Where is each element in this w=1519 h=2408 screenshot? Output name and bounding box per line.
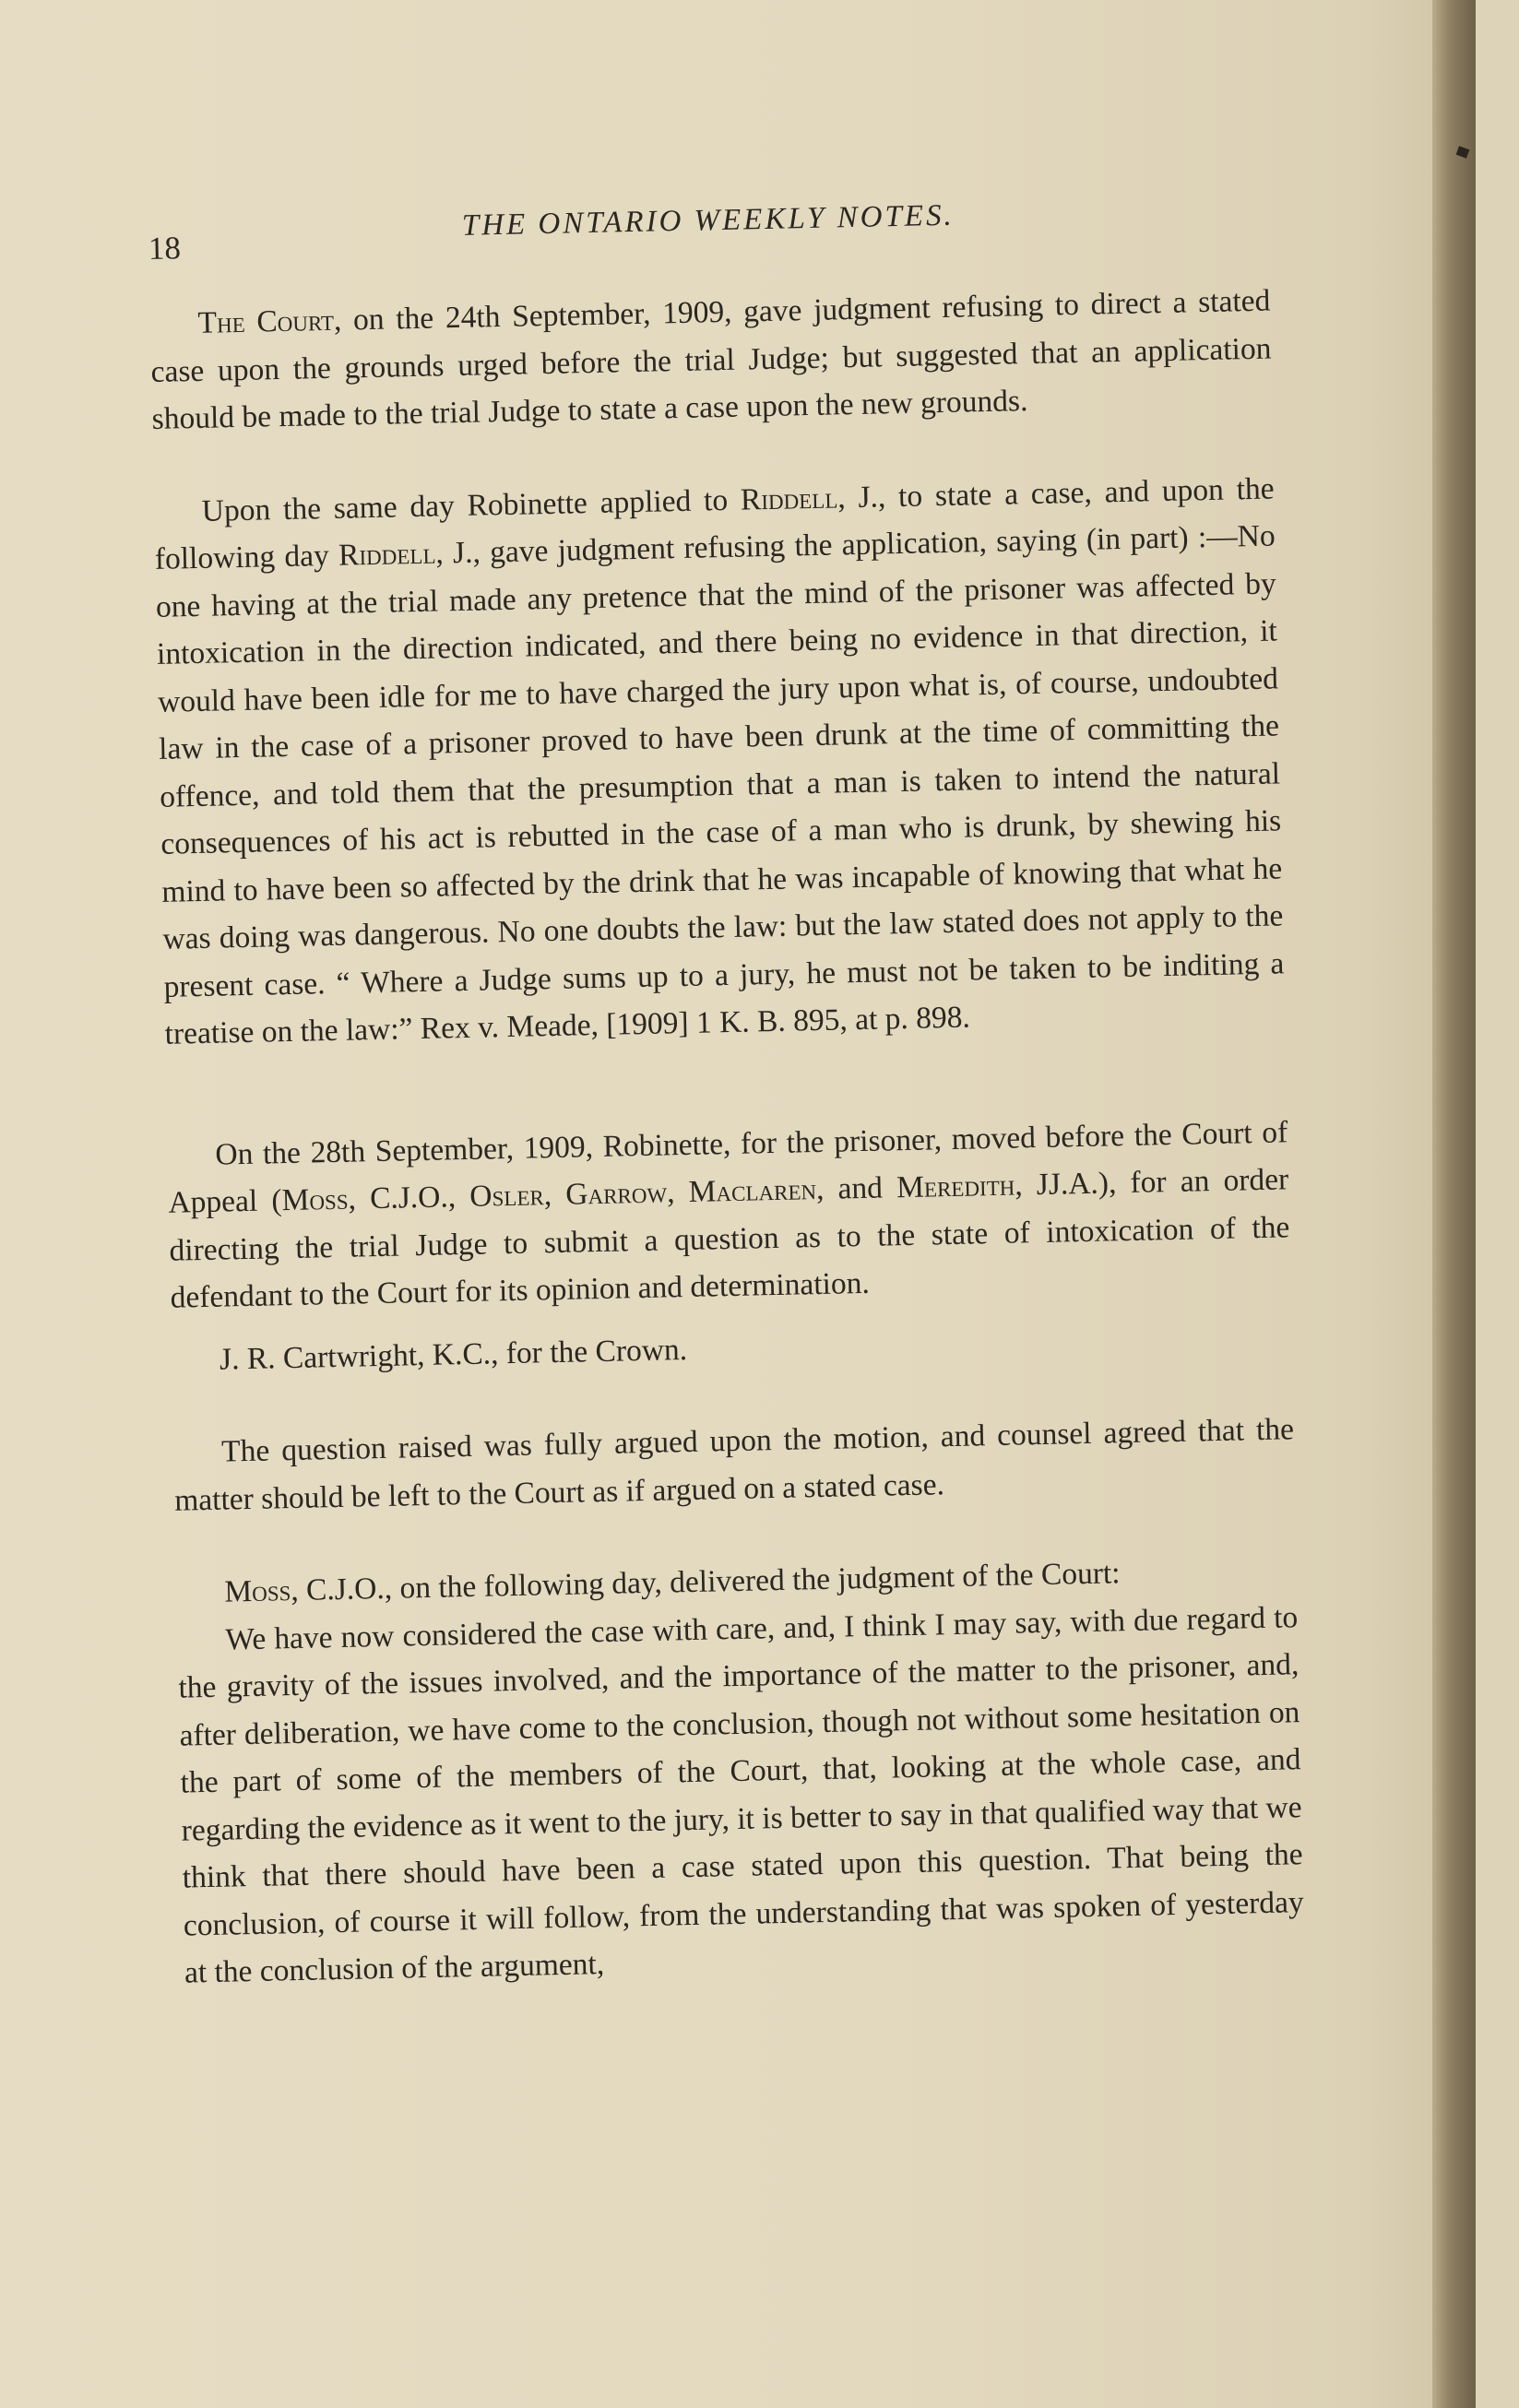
paragraph-crown-counsel: J. R. Cartwright, K.C., for the Crown. [219, 1332, 688, 1377]
text-segment: On the 28th September, 1909, Robinette, for the prisoner, moved before the Court of Appeal ( [168, 1114, 1288, 1220]
gutter-mark [1456, 146, 1470, 159]
paragraph-question-argued: The question raised was fully argued upon the motion, and counsel agreed that the matter should be left to the Court as if argued on a stated case. [173, 1412, 1295, 1518]
judge-name: Osler [469, 1178, 545, 1214]
page-number: 18 [148, 230, 182, 267]
judge-name: Moss [223, 1573, 291, 1609]
text-segment: , [666, 1174, 690, 1210]
judge-name: Moss [281, 1181, 349, 1218]
paragraph-court-judgment [149, 278, 1273, 444]
paragraph-riddell-judgment [153, 465, 1286, 1058]
text-segment: , J., to state a case, and upon the following day [154, 470, 1275, 576]
text-segment: , [543, 1177, 566, 1213]
paragraph-judgment-body: We have now considered the case with care, and, I think I may say, with due regard to the gravity of the issues involved, and the importance of the matter to the prisoner, and, after deliberation, we have come to the conclusion, though not without some hesitation on the part of some of the members of the Court, that, looking at the whole case, and regarding the evidence as it went to the jury, it is better to say in that qualified way that we think that there should have been a case stated upon this question. That being the conclusion, of course it will follow, from the understanding that was spoken of yesterday at the conclusion of the argument, [178, 1599, 1305, 1990]
judge-name: Riddell [338, 536, 436, 573]
page-content [148, 189, 1305, 1998]
book-gutter [1432, 0, 1476, 2408]
text-segment: , JJ.A.), for an order directing the trial Judge to submit a question as to the state of intoxication of the defendant to the Court for its opinion and determination. [169, 1162, 1290, 1315]
paragraph-appeal-motion [167, 1109, 1291, 1322]
journal-title: THE ONTARIO WEEKLY NOTES. [461, 198, 955, 243]
judge-name: Garrow [564, 1175, 668, 1212]
judge-name: Meredith [896, 1168, 1015, 1205]
paragraph-text: , on the 24th September, 1909, gave judgment refusing to direct a stated case upon the grounds urged before the trial Judge; but suggested that an application should be made to the trial Judge to state a case upon the new grounds. [150, 283, 1272, 436]
text-segment: , J., gave judgment refusing the application, saying (in part) :—No one having at the trial made any pretence that the mind of the prisoner was affected by intoxication in the direction indicated, and there being no evidence in that direction, it would have been idle for me to have charged the jury upon what is, of course, undoubted law in the case of a prisoner proved to have been drunk at the time of committing the offence, and told them that the presumption that a man is taken to intend the natural consequences of his act is rebutted in the case of a man who is drunk, by shewing his mind to have been so affected by the drink that he was incapable of knowing that what he was doing was dangerous. No one doubts the law: but the law stated does not apply to the present case. “ Where a Judge sums up to a jury, he must not be taken to be inditing a treatise on the law:” Rex v. Meade, [1909] 1 K. B. 895, at p. 898. [155, 518, 1285, 1051]
court-lead: The Court [197, 302, 335, 340]
running-head [148, 189, 1269, 286]
judge-name: Riddell [740, 480, 838, 517]
paragraph-text: , C.J.O., on the following day, delivered the judgment of the Court: [290, 1556, 1121, 1608]
text-segment: , C.J.O., [348, 1179, 470, 1216]
text-segment: , and [815, 1170, 897, 1207]
judge-name: Maclaren [688, 1172, 817, 1209]
text-segment: Upon the same day Robinette applied to [201, 482, 742, 528]
